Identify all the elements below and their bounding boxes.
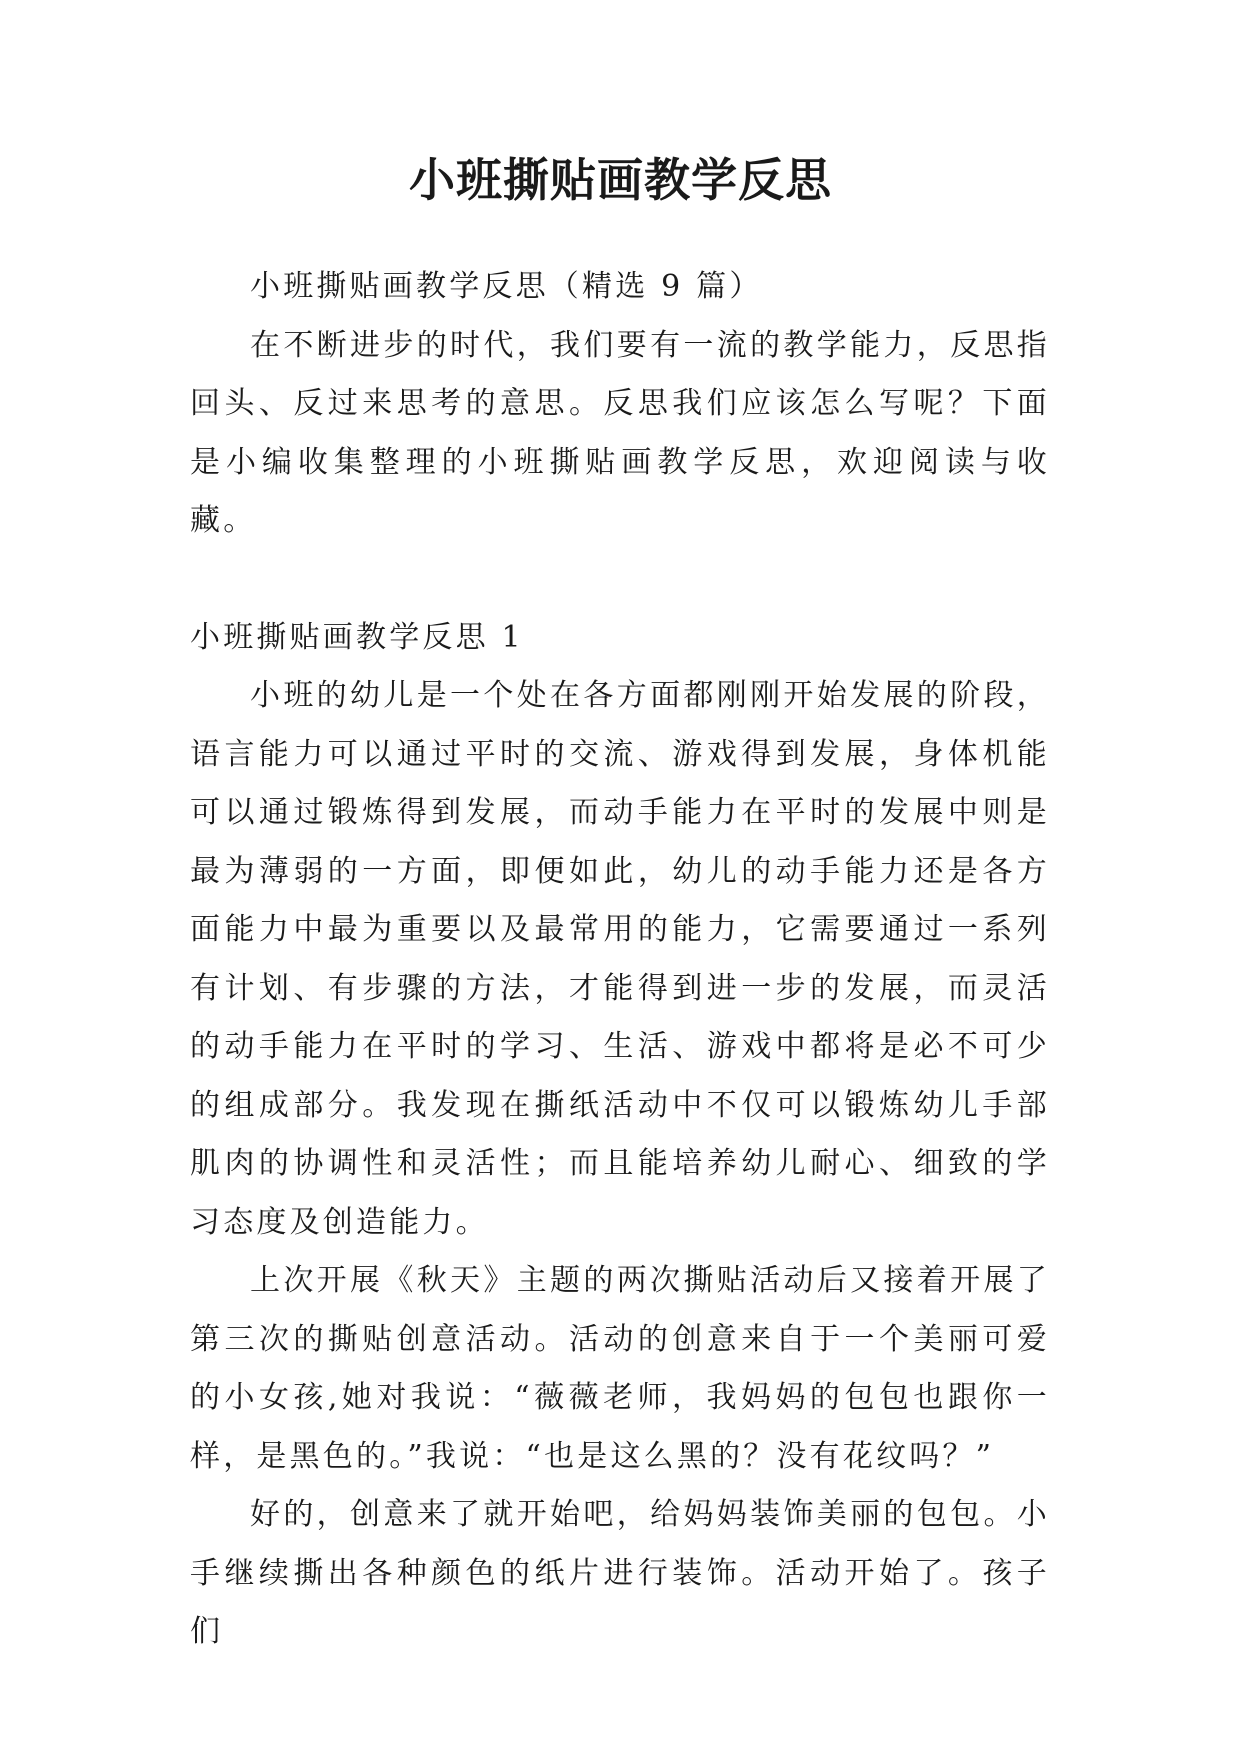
document-title: 小班撕贴画教学反思 [409,153,832,207]
section-paragraph-2: 上次开展《秋天》主题的两次撕贴活动后又接着开展了第三次的撕贴创意活动。活动的创意来自于一个美丽可爱的小女孩,她对我说：“薇薇老师，我妈妈的包包也跟你一样，是黑色的。”我说：“也是这么黑的？没有花纹吗？” [190,1263,1050,1474]
section-heading: 小班撕贴画教学反思 1 [190,619,524,655]
document-body [190,258,1050,1662]
intro-paragraph: 在不断进步的时代，我们要有一流的教学能力，反思指回头、反过来思考的意思。反思我们应该怎么写呢？下面是小编收集整理的小班撕贴画教学反思，欢迎阅读与收藏。 [190,327,1050,538]
section-paragraph-1: 小班的幼儿是一个处在各方面都刚刚开始发展的阶段，语言能力可以通过平时的交流、游戏得到发展，身体机能可以通过锻炼得到发展，而动手能力在平时的发展中则是最为薄弱的一方面，即便如此，幼儿的动手能力还是各方面能力中最为重要以及最常用的能力，它需要通过一系列有计划、有步骤的方法，才能得到进一步的发展，而灵活的动手能力在平时的学习、生活、游戏中都将是必不可少的组成部分。我发现在撕纸活动中不仅可以锻炼幼儿手部肌肉的协调性和灵活性；而且能培养幼儿耐心、细致的学习态度及创造能力。 [190,678,1050,1240]
document-subtitle: 小班撕贴画教学反思（精选 9 篇） [250,269,763,304]
section-paragraph-3: 好的，创意来了就开始吧，给妈妈装饰美丽的包包。小手继续撕出各种颜色的纸片进行装饰。活动开始了。孩子们 [190,1497,1050,1649]
